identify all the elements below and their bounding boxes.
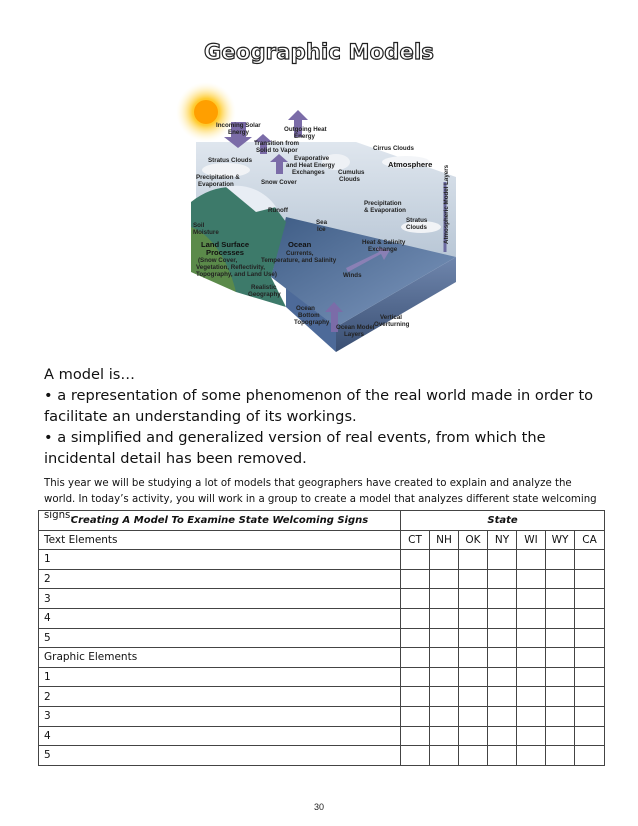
cell[interactable] xyxy=(430,569,459,589)
svg-text:Transition from: Transition from xyxy=(254,140,300,147)
graphic-elements-label: Graphic Elements xyxy=(39,648,401,668)
cell[interactable] xyxy=(401,746,430,766)
cell[interactable] xyxy=(430,706,459,726)
cell[interactable] xyxy=(401,628,430,648)
cell[interactable] xyxy=(488,667,517,687)
cell[interactable] xyxy=(575,667,605,687)
cell[interactable] xyxy=(517,608,546,628)
table-row xyxy=(39,706,605,726)
text-elements-label: Text Elements xyxy=(39,530,401,550)
svg-text:Ocean: Ocean xyxy=(296,305,315,312)
svg-text:Soil: Soil xyxy=(193,222,205,229)
cell[interactable] xyxy=(401,608,430,628)
row-number: 2 xyxy=(39,569,401,589)
cell[interactable] xyxy=(488,628,517,648)
cell[interactable] xyxy=(517,746,546,766)
cell[interactable] xyxy=(575,706,605,726)
cell[interactable] xyxy=(430,550,459,570)
svg-text:Processes: Processes xyxy=(206,248,244,257)
svg-text:Winds: Winds xyxy=(343,272,362,279)
cell[interactable] xyxy=(546,608,575,628)
svg-text:Topography, and Land Use): Topography, and Land Use) xyxy=(196,271,277,278)
svg-text:Exchanges: Exchanges xyxy=(292,169,325,176)
svg-text:Moisture: Moisture xyxy=(193,229,219,236)
table-row xyxy=(39,589,605,609)
cell[interactable] xyxy=(401,648,430,668)
cell[interactable] xyxy=(517,589,546,609)
cell[interactable] xyxy=(575,608,605,628)
row-number: 3 xyxy=(39,589,401,609)
table-row xyxy=(39,746,605,766)
svg-text:Ocean: Ocean xyxy=(288,240,312,249)
state-ca: CA xyxy=(575,530,605,550)
definition-bullet-2: • a simplified and generalized version of real events, from which the incidental detail has been removed. xyxy=(44,429,546,467)
cell[interactable] xyxy=(575,589,605,609)
svg-text:Land Surface: Land Surface xyxy=(201,240,250,249)
cell[interactable] xyxy=(430,608,459,628)
table-row xyxy=(39,550,605,570)
cell[interactable] xyxy=(546,550,575,570)
svg-text:Precipitation: Precipitation xyxy=(364,200,402,207)
cell[interactable] xyxy=(459,667,488,687)
row-number: 1 xyxy=(39,550,401,570)
svg-text:Stratus Clouds: Stratus Clouds xyxy=(208,157,253,164)
cell[interactable] xyxy=(488,608,517,628)
cell[interactable] xyxy=(488,569,517,589)
svg-text:Snow Cover: Snow Cover xyxy=(261,179,297,186)
climate-model-illustration xyxy=(176,82,462,357)
cell[interactable] xyxy=(546,628,575,648)
cell[interactable] xyxy=(575,628,605,648)
table-row xyxy=(39,628,605,648)
svg-text:Heat & Salinity: Heat & Salinity xyxy=(362,239,406,246)
cell[interactable] xyxy=(575,726,605,746)
cell[interactable] xyxy=(517,687,546,707)
cell[interactable] xyxy=(517,550,546,570)
text-elements-row xyxy=(39,530,605,550)
climate-model-diagram xyxy=(176,82,462,357)
svg-text:Cumulus: Cumulus xyxy=(338,169,365,176)
svg-text:and Heat Energy: and Heat Energy xyxy=(286,162,335,169)
cell[interactable] xyxy=(575,648,605,668)
table-row xyxy=(39,687,605,707)
cell[interactable] xyxy=(488,726,517,746)
cell[interactable] xyxy=(488,746,517,766)
cell[interactable] xyxy=(401,667,430,687)
cell[interactable] xyxy=(546,726,575,746)
cell[interactable] xyxy=(546,667,575,687)
row-number: 5 xyxy=(39,628,401,648)
table-row xyxy=(39,569,605,589)
svg-text:Ice: Ice xyxy=(317,226,326,233)
state-ok: OK xyxy=(459,530,488,550)
svg-text:Sea: Sea xyxy=(316,219,328,226)
table-row xyxy=(39,726,605,746)
cell[interactable] xyxy=(459,746,488,766)
row-number: 5 xyxy=(39,746,401,766)
cell[interactable] xyxy=(517,648,546,668)
svg-text:Realistic: Realistic xyxy=(251,284,277,291)
cell[interactable] xyxy=(488,706,517,726)
svg-text:Geography: Geography xyxy=(248,291,281,298)
svg-text:Cirrus Clouds: Cirrus Clouds xyxy=(373,145,414,152)
cell[interactable] xyxy=(575,569,605,589)
row-number: 2 xyxy=(39,687,401,707)
cell[interactable] xyxy=(459,569,488,589)
cell[interactable] xyxy=(401,687,430,707)
svg-text:Currents,: Currents, xyxy=(286,250,314,257)
cell[interactable] xyxy=(517,628,546,648)
cell[interactable] xyxy=(517,726,546,746)
svg-text:Energy: Energy xyxy=(294,133,315,140)
state-ct: CT xyxy=(401,530,430,550)
svg-text:(Snow Cover,: (Snow Cover, xyxy=(198,257,238,264)
cell[interactable] xyxy=(517,706,546,726)
cell[interactable] xyxy=(575,687,605,707)
svg-text:Ocean Model: Ocean Model xyxy=(336,324,375,331)
cell[interactable] xyxy=(488,648,517,668)
row-number: 1 xyxy=(39,667,401,687)
table-header-state: State xyxy=(401,511,605,531)
svg-text:Vegetation, Reflectivity,: Vegetation, Reflectivity, xyxy=(196,264,265,271)
activity-paragraph: This year we will be studying a lot of models that geographers have created to explain and analyze the world. In today’s activity, you will work in a group to create a model that analyzes different state welcoming signs. xyxy=(44,478,597,521)
state-ny: NY xyxy=(488,530,517,550)
svg-text:Exchange: Exchange xyxy=(368,246,398,253)
definition-heading: A model is… xyxy=(44,366,135,383)
svg-text:Evaporation: Evaporation xyxy=(198,181,234,188)
svg-text:Atmospheric Model Layers: Atmospheric Model Layers xyxy=(443,164,450,244)
cell[interactable] xyxy=(517,667,546,687)
cell[interactable] xyxy=(575,746,605,766)
svg-text:Clouds: Clouds xyxy=(406,224,427,231)
svg-text:Energy: Energy xyxy=(228,129,249,136)
svg-text:Atmosphere: Atmosphere xyxy=(388,160,433,169)
cell[interactable] xyxy=(459,648,488,668)
cell[interactable] xyxy=(459,628,488,648)
svg-text:Stratus: Stratus xyxy=(406,217,428,224)
model-definition xyxy=(44,364,604,469)
table-row xyxy=(39,667,605,687)
svg-text:Evaporative: Evaporative xyxy=(294,155,330,162)
cell[interactable] xyxy=(401,550,430,570)
cell[interactable] xyxy=(459,550,488,570)
table-header-left: Creating A Model To Examine State Welcoming Signs xyxy=(39,511,401,531)
cell[interactable] xyxy=(430,589,459,609)
svg-text:Clouds: Clouds xyxy=(339,176,360,183)
cell[interactable] xyxy=(575,550,605,570)
cell[interactable] xyxy=(546,746,575,766)
cell[interactable] xyxy=(517,569,546,589)
cell[interactable] xyxy=(546,589,575,609)
definition-bullet-1: • a representation of some phenomenon of the real world made in order to facilitate an understanding of its workings. xyxy=(44,387,594,425)
cell[interactable] xyxy=(459,706,488,726)
svg-text:Incoming Solar: Incoming Solar xyxy=(216,122,261,129)
cell[interactable] xyxy=(546,706,575,726)
svg-text:& Evaporation: & Evaporation xyxy=(364,207,406,214)
svg-text:Runoff: Runoff xyxy=(268,207,288,214)
welcoming-signs-table xyxy=(38,510,605,766)
cell[interactable] xyxy=(401,589,430,609)
cell[interactable] xyxy=(459,726,488,746)
cell[interactable] xyxy=(430,726,459,746)
cell[interactable] xyxy=(546,687,575,707)
cell[interactable] xyxy=(488,550,517,570)
cell[interactable] xyxy=(546,648,575,668)
svg-text:Outgoing Heat: Outgoing Heat xyxy=(284,126,327,133)
page-number: 30 xyxy=(313,802,324,812)
state-nh: NH xyxy=(430,530,459,550)
cell[interactable] xyxy=(546,569,575,589)
row-number: 4 xyxy=(39,608,401,628)
cell[interactable] xyxy=(430,687,459,707)
cell[interactable] xyxy=(430,746,459,766)
svg-text:Vertical: Vertical xyxy=(380,314,403,321)
svg-text:Topography: Topography xyxy=(294,319,330,326)
table-header-row xyxy=(39,511,605,531)
cell[interactable] xyxy=(459,589,488,609)
svg-text:Layers: Layers xyxy=(344,331,364,338)
cell[interactable] xyxy=(459,608,488,628)
cell[interactable] xyxy=(401,706,430,726)
svg-text:Bottom: Bottom xyxy=(298,312,320,319)
state-wy: WY xyxy=(546,530,575,550)
page-title: Geographic Models xyxy=(203,40,435,64)
svg-text:Overturning: Overturning xyxy=(374,321,410,328)
cell[interactable] xyxy=(430,648,459,668)
svg-text:Temperature, and Salinity: Temperature, and Salinity xyxy=(261,257,337,264)
row-number: 4 xyxy=(39,726,401,746)
cell[interactable] xyxy=(488,589,517,609)
table-row xyxy=(39,608,605,628)
graphic-elements-row xyxy=(39,648,605,668)
svg-text:Precipitation &: Precipitation & xyxy=(196,174,240,181)
state-wi: WI xyxy=(517,530,546,550)
cell[interactable] xyxy=(430,667,459,687)
cell[interactable] xyxy=(488,687,517,707)
row-number: 3 xyxy=(39,706,401,726)
cell[interactable] xyxy=(401,569,430,589)
svg-text:Solid to Vapor: Solid to Vapor xyxy=(256,147,298,154)
cell[interactable] xyxy=(401,726,430,746)
cell[interactable] xyxy=(459,687,488,707)
cell[interactable] xyxy=(430,628,459,648)
